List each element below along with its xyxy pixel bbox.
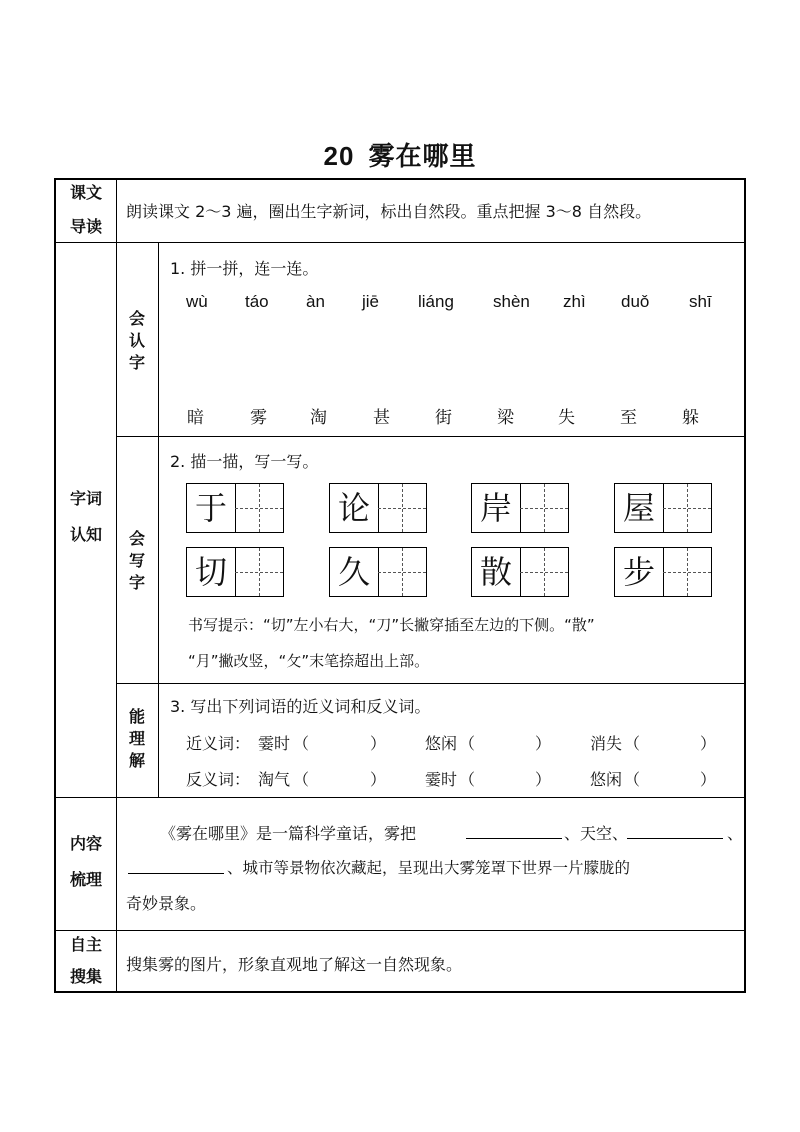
answer-paren-close: ） [535, 734, 552, 753]
content-line3: 奇妙景象。 [126, 894, 207, 913]
content-label: 内容 梳理 [69, 834, 102, 889]
answer-paren-close: ） [370, 770, 387, 789]
page-title [0, 136, 800, 173]
answer-paren-close: ） [370, 734, 387, 753]
synonym-label: 近义词： [186, 734, 251, 753]
tracing-character: 散 [479, 553, 512, 591]
antonym-word: 悠闲 [590, 770, 623, 789]
tracing-character: 于 [194, 489, 227, 527]
sub-row-divider [116, 436, 746, 437]
hanzi-item: 失 [558, 408, 575, 428]
lesson-title: 雾在哪里 [368, 142, 477, 172]
antonym-label: 反义词： [186, 770, 251, 789]
tracing-box[interactable] [186, 483, 284, 533]
reading-text: 朗读课文 2～3 遍，圈出生字新词，标出自然段。重点把握 3～8 自然段。 [126, 202, 652, 221]
antonym-word: 淘气 [258, 770, 291, 789]
hanzi-item: 躲 [682, 408, 699, 428]
content-line1-part1: 《雾在哪里》是一篇科学童话，雾把 [160, 824, 417, 843]
hanzi-item: 暗 [187, 408, 204, 428]
pinyin-item: zhì [563, 292, 586, 311]
understand-label: 能 理 解 [128, 707, 145, 770]
fill-blank[interactable] [466, 838, 562, 839]
hanzi-item: 淘 [310, 408, 327, 428]
answer-paren-close: ） [535, 770, 552, 789]
hanzi-item: 至 [620, 408, 637, 428]
answer-paren-open: （ [293, 734, 310, 753]
tracing-box[interactable] [471, 483, 569, 533]
answer-paren-close: ） [700, 734, 717, 753]
sub-column-divider [158, 242, 159, 797]
answer-paren-open: （ [459, 734, 476, 753]
tracing-character: 论 [337, 489, 370, 527]
hanzi-item: 街 [435, 408, 452, 428]
synonym-word: 消失 [590, 734, 623, 753]
antonym-word: 霎时 [425, 770, 458, 789]
tracing-character: 久 [337, 553, 370, 591]
recognize-instruction: 1. 拼一拼，连一连。 [170, 259, 319, 278]
row-divider [54, 797, 746, 798]
pinyin-item: táo [245, 292, 269, 311]
tracing-character: 切 [194, 553, 227, 591]
tracing-box[interactable] [614, 547, 712, 597]
fill-blank[interactable] [627, 838, 723, 839]
synonym-word: 霎时 [258, 734, 291, 753]
hanzi-item: 梁 [497, 408, 514, 428]
pinyin-item: wù [186, 292, 208, 311]
pinyin-item: shèn [493, 292, 530, 311]
pinyin-item: duǒ [621, 292, 650, 311]
content-line1-part3: 、 [727, 824, 744, 843]
hanzi-item: 甚 [373, 408, 390, 428]
words-label: 字词 认知 [69, 489, 102, 544]
pinyin-item: àn [306, 292, 325, 311]
tracing-box[interactable] [329, 483, 427, 533]
tracing-character: 步 [622, 553, 655, 591]
tracing-box[interactable] [614, 483, 712, 533]
write-label: 会 写 字 [128, 529, 145, 592]
answer-paren-open: （ [293, 770, 310, 789]
lesson-number: 20 [323, 141, 355, 171]
tracing-character: 岸 [479, 489, 512, 527]
reading-label: 课文 导读 [69, 183, 102, 236]
answer-paren-open: （ [624, 770, 641, 789]
hanzi-item: 雾 [250, 408, 267, 428]
synonym-word: 悠闲 [425, 734, 458, 753]
answer-paren-open: （ [624, 734, 641, 753]
pinyin-item: shī [689, 292, 712, 311]
tracing-box[interactable] [471, 547, 569, 597]
tracing-box[interactable] [329, 547, 427, 597]
tracing-box[interactable] [186, 547, 284, 597]
content-line1-part2: 、天空、 [564, 824, 629, 843]
writing-tip-line1: 书写提示：“切”左小右大，“刀”长撇穿插至左边的下侧。“散” [188, 616, 595, 634]
write-instruction: 2. 描一描，写一写。 [170, 452, 319, 471]
writing-tip-line2: “月”撇改竖，“攵”末笔捺超出上部。 [188, 652, 430, 670]
pinyin-item: liáng [418, 292, 454, 311]
pinyin-item: jiē [362, 292, 380, 311]
answer-paren-close: ） [700, 770, 717, 789]
answer-paren-open: （ [459, 770, 476, 789]
content-line2: 、城市等景物依次藏起，呈现出大雾笼罩下世界一片朦胧的 [227, 859, 631, 877]
understand-instruction: 3. 写出下列词语的近义词和反义词。 [170, 697, 431, 716]
fill-blank[interactable] [128, 873, 224, 874]
column-divider [116, 178, 117, 993]
collect-text: 搜集雾的图片，形象直观地了解这一自然现象。 [126, 955, 463, 974]
tracing-character: 屋 [622, 489, 655, 527]
sub-row-divider [116, 683, 746, 684]
collect-label: 自主 搜集 [69, 935, 102, 986]
row-divider [54, 930, 746, 931]
recognize-label: 会 认 字 [128, 309, 145, 372]
